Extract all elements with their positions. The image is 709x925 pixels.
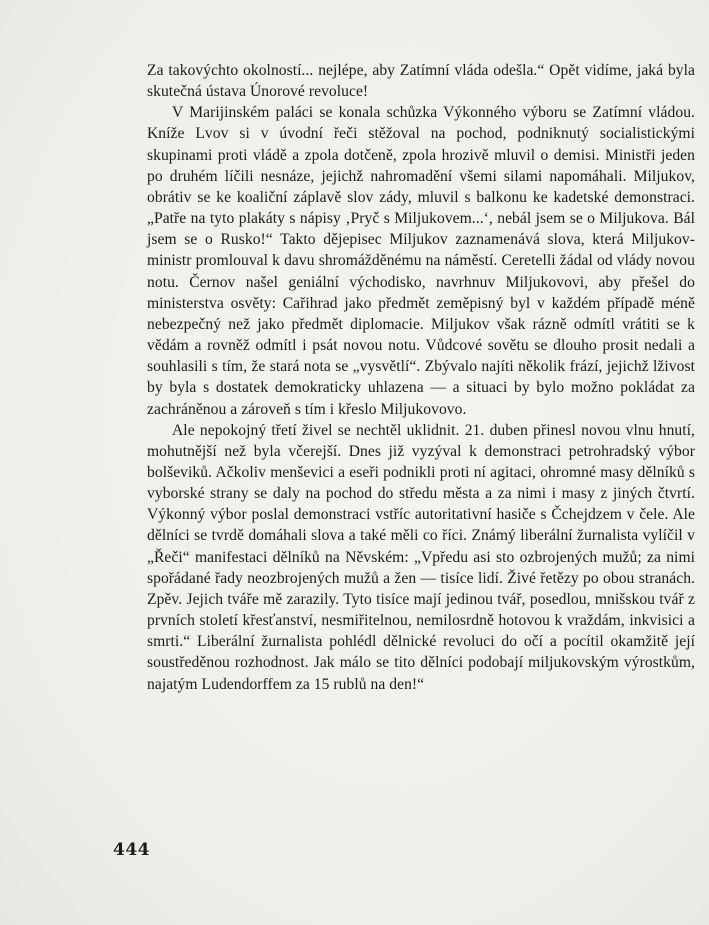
- paragraph-3: Ale nepokojný třetí živel se nechtěl uklidnit. 21. duben přinesl novou vlnu hnutí, mohutnější než byla včerejší. Dnes již vyzýval k demonstraci petrohradský výbor bolševiků. Ačkoliv menševici a eseři podnikli proti ní agitaci, ohromné masy dělníků s vyborské strany se daly na pochod do středu města a za nimi i masy z jiných čtvrtí. Výkonný výbor poslal demonstraci vstříc autoritativní hasiče s Čchejdzem v čele. Ale dělníci se tvrdě domáhali slova a také měli co říci. Známý liberální žurnalista vylíčil v „Řeči“ manifestaci dělníků na Něvském: „Vpředu asi sto ozbrojených mužů; za nimi spořádané řady neozbrojených mužů a žen — tisíce lidí. Živé řetězy po obou stranách. Zpěv. Jejich tváře mě zarazily. Tyto tisíce mají jedinou tvář, posedlou, mnišskou tvář z prvních století křesťanství, nesmiřitelnou, nemilosrdně hotovou k vraždám, inkvisici a smrti.“ Liberální žurnalista pohlédl dělnické revoluci do očí a pocítil okamžitě její soustředěnou rozhodnost. Jak málo se tito dělníci podobají miljukovským výrostkům, najatým Ludendorffem za 15 rublů na den!“: [147, 421, 695, 693]
- body-text: [147, 60, 695, 695]
- paragraph-1: Za takovýchto okolností... nejlépe, aby Zatímní vláda odešla.“ Opět vidíme, jaká byla skutečná ústava Únorové revoluce!: [147, 62, 695, 101]
- paragraph-2: V Marijinském paláci se konala schůzka Výkonného výboru se Zatímní vládou. Kníže Lvov si v úvodní řeči stěžoval na pochod, podniknutý socialistickými skupinami proti vládě a zpola dotčeně, zpola hrozivě mluvil o demisi. Ministři jeden po druhém líčili nesnáze, jejichž nahromadění všemi silami napomáhali. Miljukov, obrátiv se ke koaliční záplavě slov zády, mluvil s balkonu ke kadetské demonstraci. „Patře na tyto plakáty s nápisy ‚Pryč s Miljukovem...‘, nebál jsem se o Miljukova. Bál jsem se o Rusko!“ Takto dějepisec Miljukov zaznamenává slova, která Miljukov-ministr promlouval k davu shromážděnému na náměstí. Ceretelli žádal od vlády novou notu. Černov našel geniální východisko, navrhnuv Miljukovovi, aby přešel do ministerstva osvěty: Cařihrad jako předmět zeměpisný byl v každém případě méně nebezpečný než jako předmět diplomacie. Miljukov však rázně odmítl vrátiti se k vědám a rovněž odmítl i psát novou notu. Vůdcové sovětu se dlouho prosit nedali a souhlasili s tím, že stará nota se „vysvětlí“. Zbývalo najíti několik frází, jejichž lživost by byla s dostatek demokraticky uhlazena — a situaci by bylo možno pokládat za zachráněnou a zároveň s tím i křeslo Miljukovovo.: [147, 104, 695, 418]
- page-number: 444: [113, 840, 150, 860]
